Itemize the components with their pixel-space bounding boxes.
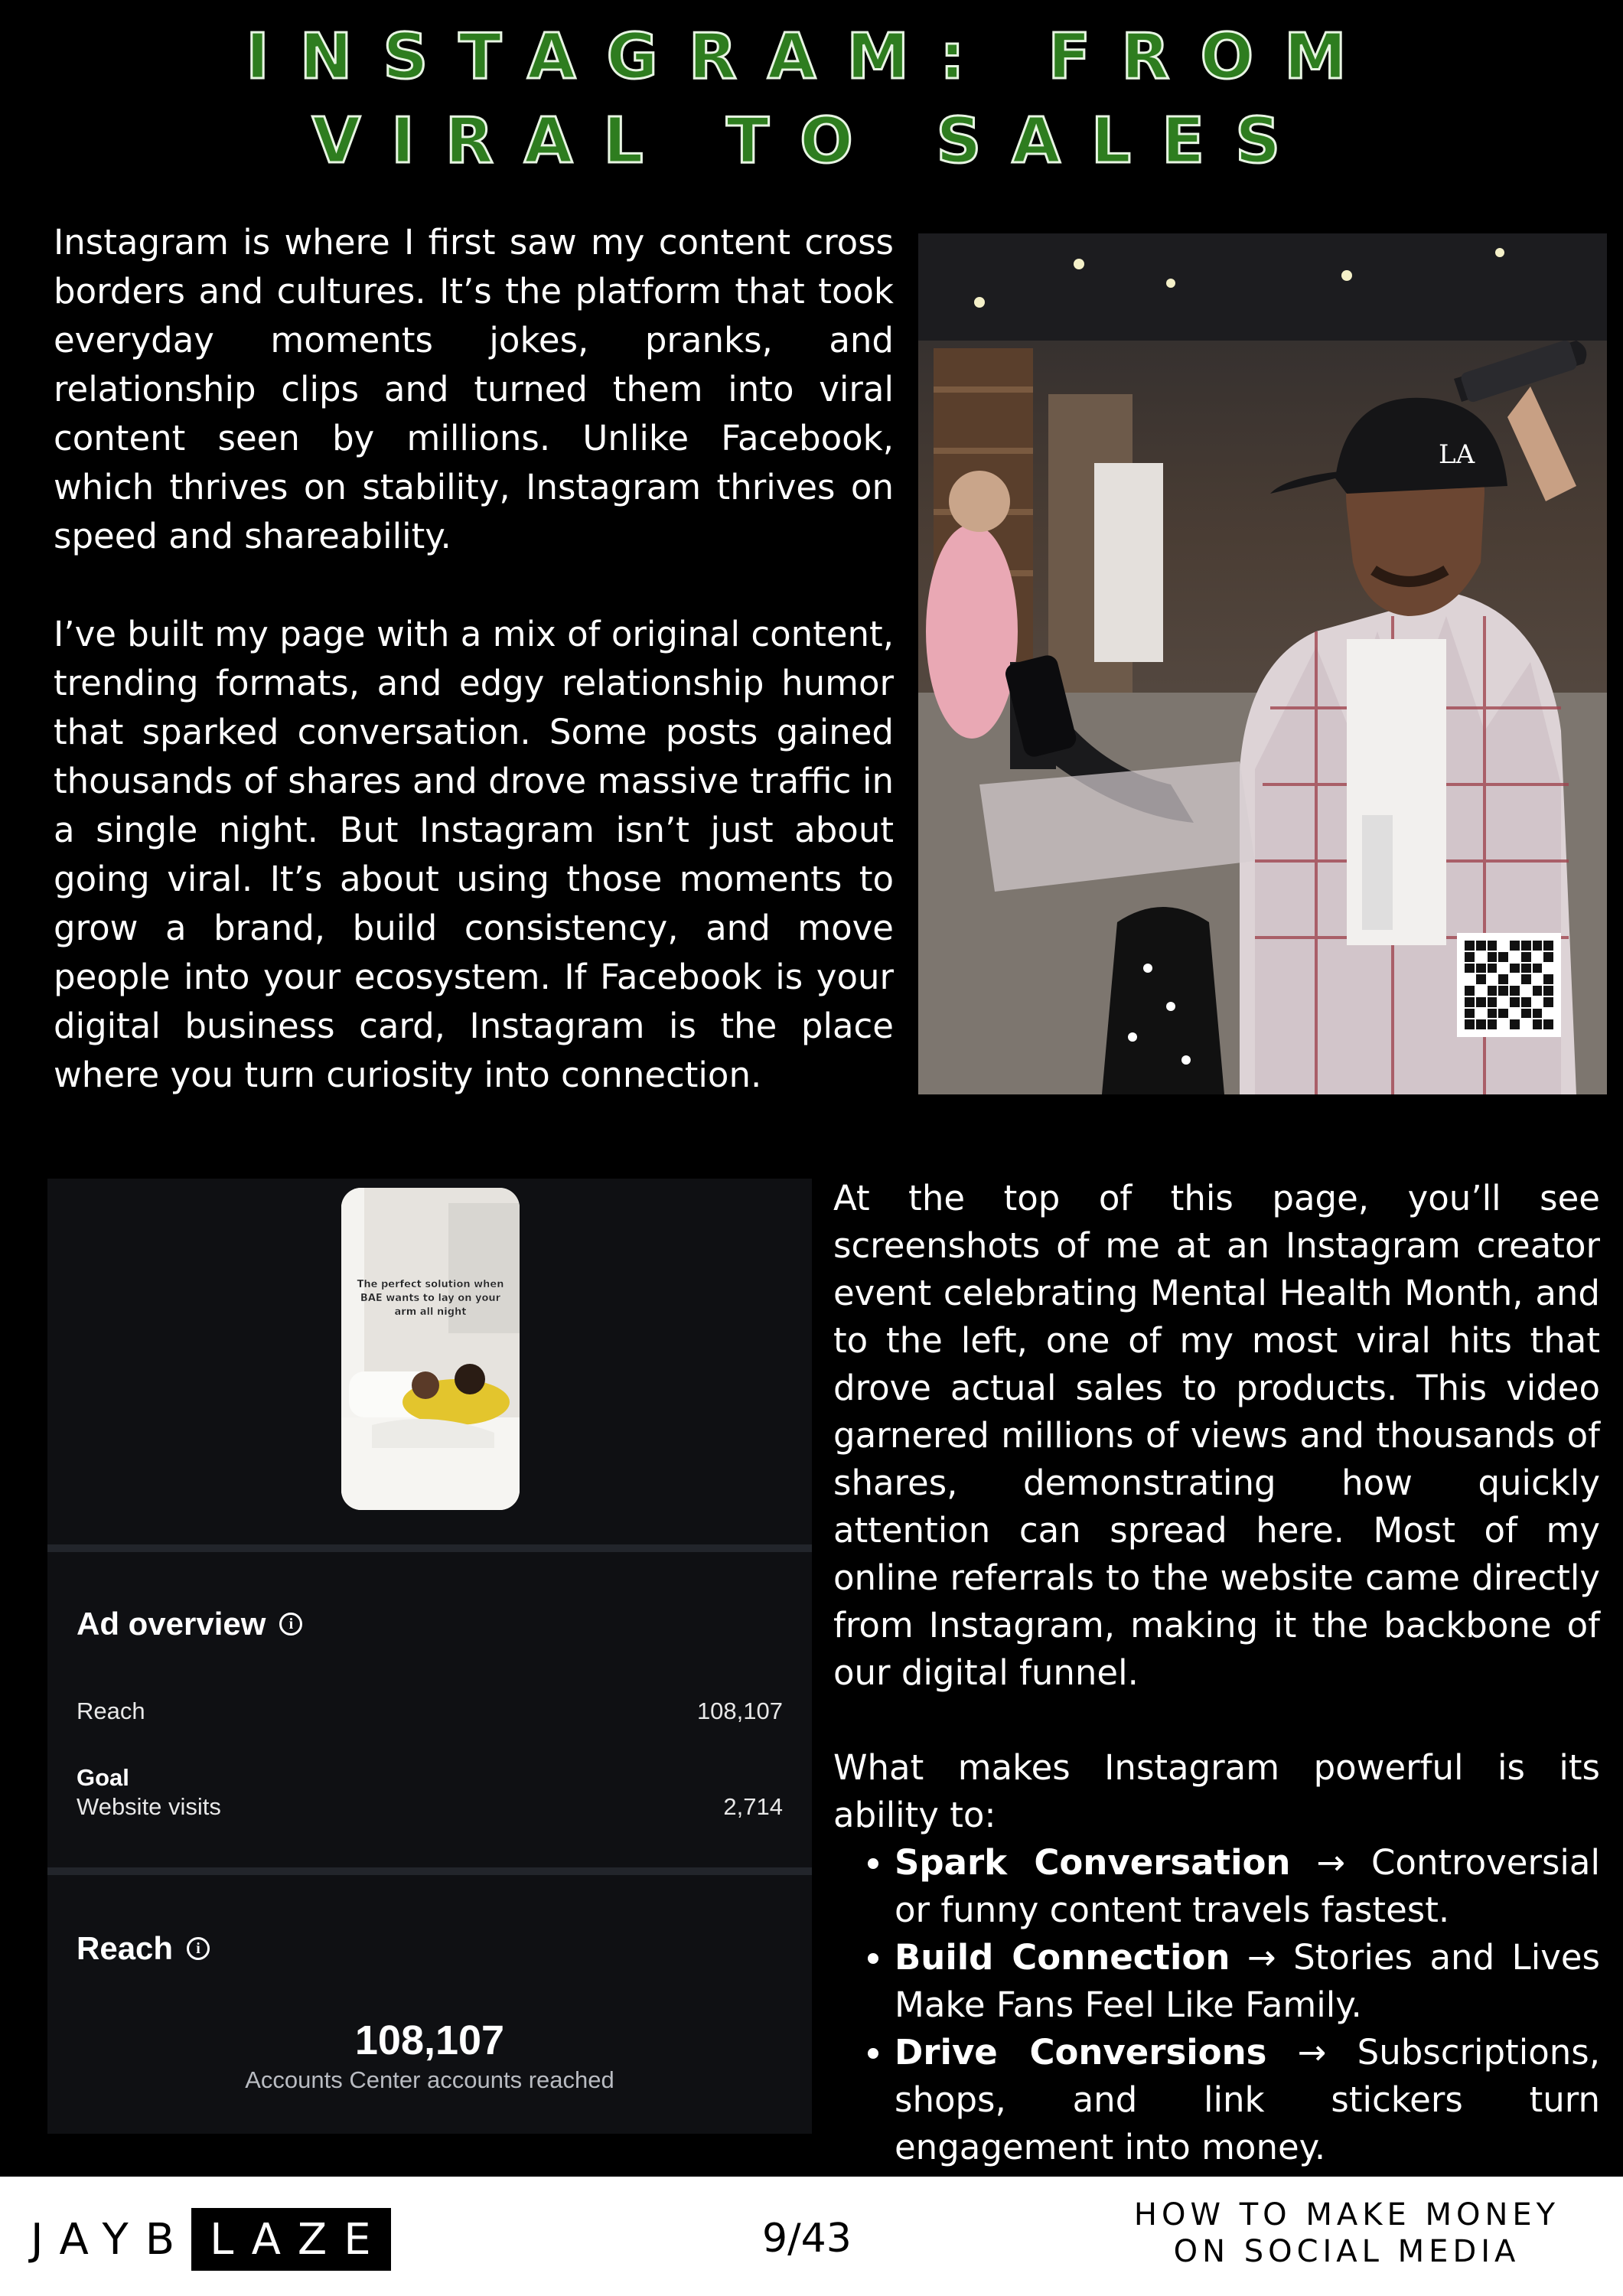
right-paragraph-2: What makes Instagram powerful is its ability to: — [833, 1747, 1600, 1835]
goal-label: Goal — [77, 1764, 129, 1791]
brand-logo — [31, 2208, 391, 2271]
page-title — [0, 15, 1623, 184]
video-thumbnail-illustration — [341, 1188, 520, 1510]
reach-heading — [77, 1930, 210, 1967]
qr-code[interactable] — [1457, 933, 1561, 1037]
reach-section-title: Reach — [77, 1930, 174, 1966]
page-number: 9/43 — [762, 2216, 852, 2262]
footer-tagline — [1110, 2197, 1584, 2270]
reach-label: Reach — [77, 1698, 145, 1724]
title-line-1: INSTAGRAM: FROM — [246, 21, 1377, 93]
video-thumbnail-area — [47, 1179, 812, 1544]
video-thumbnail[interactable] — [341, 1188, 520, 1510]
section-divider — [47, 1544, 812, 1552]
goal-value: 2,714 — [723, 1793, 783, 1820]
bullet-text: → Controversial or funny content travels fastest. — [895, 1842, 1600, 1930]
bullet-heading: Spark Conversation — [895, 1842, 1291, 1883]
reach-total: 108,107 — [354, 2017, 505, 2063]
ad-overview-title: Ad overview — [77, 1606, 266, 1642]
title-line-2: VIRAL TO SALES — [311, 105, 1312, 178]
right-text — [833, 1175, 1600, 2171]
info-icon[interactable]: i — [187, 1937, 210, 1960]
brand-text-left: JAYB — [31, 2214, 192, 2265]
intro-paragraph-2: I’ve built my page with a mix of original content, trending formats, and edgy relationship humor that sparked conversation. Some posts gained thousands of shares and drove massive traffic in a single night. But Instagram isn’t just about going viral. It’s about using those moments to grow a brand, build consistency, and move people into your ecosystem. If Facebook is your digital business card, Instagram is the place where you turn curiosity into connection. — [54, 614, 894, 1095]
reach-value: 108,107 — [696, 1698, 783, 1724]
ad-overview-heading — [77, 1606, 302, 1642]
goal-type: Website visits — [77, 1793, 221, 1820]
list-item — [895, 2029, 1600, 2171]
footer-rule — [0, 2174, 1623, 2177]
info-icon[interactable]: i — [279, 1613, 302, 1636]
video-caption: The perfect solution when BAE wants to lay on your arm all night — [357, 1279, 504, 1318]
benefits-list — [833, 1839, 1600, 2171]
bullet-heading: Drive Conversions — [895, 2032, 1267, 2073]
list-item — [895, 1934, 1600, 2029]
bullet-text: → Subscriptions, shops, and link stickers turn engagement into money. — [895, 2032, 1600, 2167]
brand-text-box: LAZE — [191, 2208, 391, 2271]
tagline-line-2: ON SOCIAL MEDIA — [1173, 2234, 1520, 2269]
bullet-text: → Stories and Lives Make Fans Feel Like Family. — [895, 1937, 1600, 2025]
intro-paragraph-1: Instagram is where I first saw my content cross borders and cultures. It’s the platform that took everyday moments jokes, pranks, and relationship clips and turned them into viral content seen by millions. Unlike Facebook, which thrives on stability, Instagram thrives on speed and shareability. — [54, 222, 894, 556]
event-photo — [918, 233, 1607, 1094]
right-paragraph-1: At the top of this page, you’ll see screenshots of me at an Instagram creator event celebrating Mental Health Month, and to the left, one of my most viral hits that drove actual sales to products. This video garnered millions of views and thousands of shares, demonstrating how quickly attention can spread here. Most of my online referrals to the website came directly from Instagram, making it the backbone of our digital funnel. — [833, 1178, 1600, 1693]
insights-screenshot — [47, 1179, 812, 2134]
list-item — [895, 1839, 1600, 1934]
reach-subtitle: Accounts Center accounts reached — [245, 2066, 614, 2093]
section-divider — [47, 1867, 812, 1875]
tagline-line-1: HOW TO MAKE MONEY — [1133, 2197, 1560, 2232]
intro-text — [54, 218, 894, 1149]
svg-text:LA: LA — [1439, 439, 1475, 470]
bullet-heading: Build Connection — [895, 1937, 1230, 1978]
footer — [0, 2174, 1623, 2296]
